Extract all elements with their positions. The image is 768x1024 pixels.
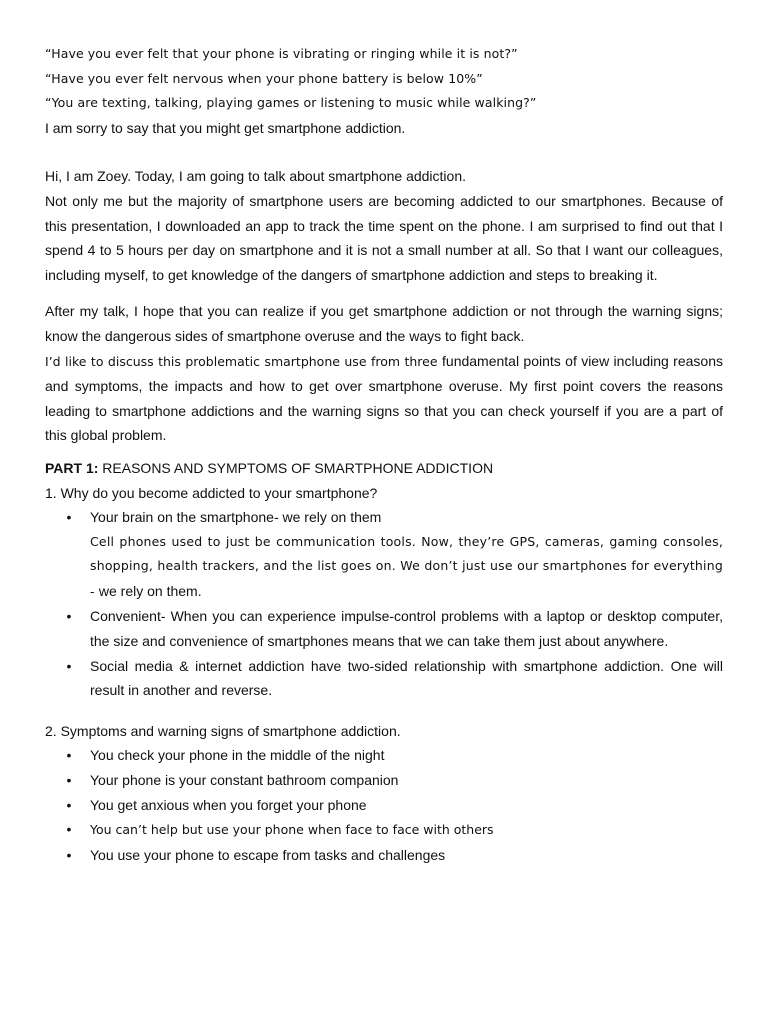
symptom-text: You use your phone to escape from tasks and challenges	[90, 846, 446, 863]
outline-rest: fundamental points of view including reasons and symptoms, the impacts and how to get over smartphone overuse. My first point covers the reasons leading to smartphone addictions and the warning signs so that you can check yourself if you are a part of this global problem.	[45, 352, 723, 444]
bullet-icon: •	[66, 821, 72, 838]
part1-heading	[45, 456, 723, 481]
intro-quote-2: “Have you ever felt nervous when your phone battery is below 10%”	[45, 70, 483, 86]
bullet-icon: •	[66, 657, 72, 674]
paragraph-outline	[45, 349, 723, 448]
bullet-icon: •	[66, 846, 72, 863]
greeting-line: Hi, I am Zoey. Today, I am going to talk about smartphone addiction.	[45, 168, 467, 185]
question-1: 1. Why do you become addicted to your smartphone?	[45, 484, 378, 501]
list-item	[45, 743, 723, 768]
paragraph-motivation: Not only me but the majority of smartphone users are becoming addicted to our smartphones. Because of this presentation, I downloaded an app to track the time spent on the phone. I am surprised to find out that I spend 4 to 5 hours per day on smartphone and it is not a small number at all. So that I want our colleagues, including myself, to get knowledge of the dangers of smartphone addiction and steps to breaking it.	[45, 192, 723, 283]
outline-lead: I’d like to discuss this problematic smartphone use from three	[45, 353, 443, 369]
part1-label: PART 1:	[45, 459, 99, 476]
symptom-text: You get anxious when you forget your phone	[90, 796, 367, 813]
question-2: 2. Symptoms and warning signs of smartphone addiction.	[45, 722, 401, 739]
bullet-icon: •	[66, 772, 72, 789]
bullet-icon: •	[66, 608, 72, 625]
reason-text: Convenient- When you can experience impulse-control problems with a laptop or desktop computer, the size and convenience of smartphones means that we can take them just about anywhere.	[90, 608, 723, 650]
bullet-icon: •	[66, 747, 72, 764]
symptoms-list	[45, 743, 723, 867]
reason-detail	[90, 530, 723, 605]
symptom-text: You check your phone in the middle of the night	[90, 747, 385, 764]
list-item	[45, 768, 723, 793]
intro-quote-1: “Have you ever felt that your phone is vibrating or ringing while it is not?”	[45, 46, 518, 61]
reasons-list	[45, 505, 723, 703]
paragraph-goals: After my talk, I hope that you can realize if you get smartphone addiction or not through the warning signs; know the dangerous sides of smartphone overuse and the ways to fight back.	[45, 303, 723, 344]
symptom-text: Your phone is your constant bathroom companion	[90, 772, 399, 789]
list-item	[45, 793, 723, 818]
reason-title: Your brain on the smartphone- we rely on them	[90, 509, 382, 526]
list-item	[45, 505, 723, 604]
list-item	[45, 817, 723, 843]
document-body	[45, 42, 723, 867]
symptom-text: You can’t help but use your phone when face to face with others	[90, 822, 494, 838]
part1-title: REASONS AND SYMPTOMS OF SMARTPHONE ADDICTION	[98, 459, 494, 476]
bullet-icon: •	[66, 509, 72, 526]
intro-sorry-line: I am sorry to say that you might get smartphone addiction.	[45, 119, 406, 136]
reason-text: Social media & internet addiction have two-sided relationship with smartphone addiction. One will result in another and reverse.	[90, 657, 723, 699]
list-item	[45, 604, 723, 653]
bullet-icon: •	[66, 796, 72, 813]
reason-detail-lead: Cell phones used to just be communication tools. Now, they’re GPS, cameras, gaming consoles, shopping, health trackers, and the list goes on. We don’t just use our smartphones for everything -	[90, 533, 723, 599]
intro-quote-3: “You are texting, talking, playing games or listening to music while walking?”	[45, 95, 537, 111]
reason-detail-rest: we rely on them.	[98, 582, 202, 599]
list-item	[45, 654, 723, 703]
list-item	[45, 843, 723, 868]
